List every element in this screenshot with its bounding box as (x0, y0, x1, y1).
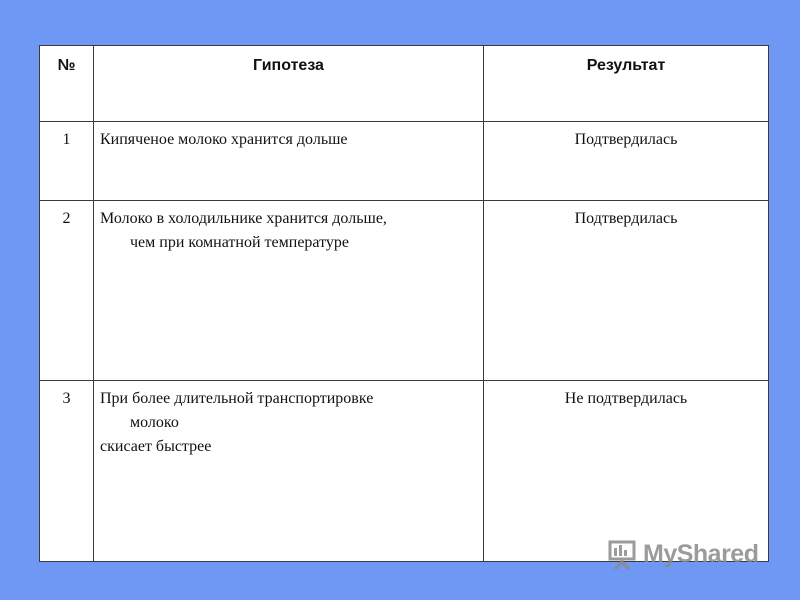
row-result: Не подтвердилась (484, 381, 769, 562)
row-hypothesis (94, 122, 484, 201)
hypothesis-line: чем при комнатной температуре (130, 234, 349, 251)
header-hypothesis: Гипотеза (94, 46, 484, 122)
table-row (40, 381, 769, 562)
hypothesis-table (39, 45, 769, 562)
table-row (40, 201, 769, 381)
row-number: 2 (40, 201, 94, 381)
presentation-board-icon (607, 538, 637, 570)
table-row (40, 122, 769, 201)
row-number: 1 (40, 122, 94, 201)
hypothesis-line: При более длительной транспортировке (100, 390, 374, 407)
row-number: 3 (40, 381, 94, 562)
hypothesis-line: скисает быстрее (100, 438, 212, 455)
hypothesis-table-container (39, 45, 768, 561)
hypothesis-line: молоко (130, 414, 179, 431)
watermark (607, 536, 758, 572)
hypothesis-line: Кипяченое молоко хранится дольше (100, 131, 348, 148)
row-result: Подтвердилась (484, 122, 769, 201)
table-header-row (40, 46, 769, 122)
row-result: Подтвердилась (484, 201, 769, 381)
row-hypothesis (94, 381, 484, 562)
header-result: Результат (484, 46, 769, 122)
hypothesis-line: Молоко в холодильнике хранится дольше, (100, 210, 387, 227)
header-number: № (40, 46, 94, 122)
watermark-text: MyShared (643, 539, 759, 568)
row-hypothesis (94, 201, 484, 381)
